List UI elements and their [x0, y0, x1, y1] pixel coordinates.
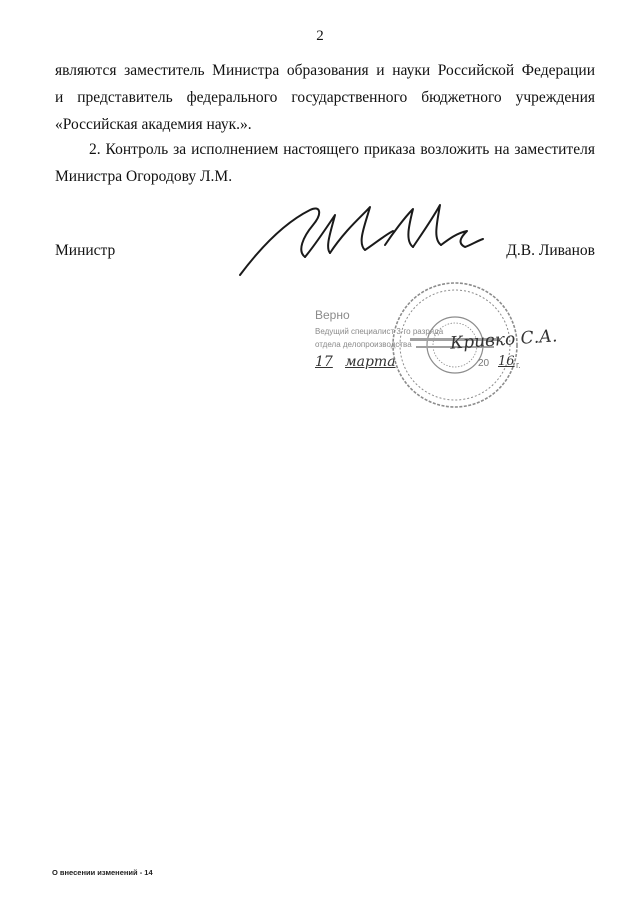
word: исполнением [191, 141, 279, 158]
certification-year-handwritten: 16 [498, 354, 515, 369]
word: Контроль [105, 141, 169, 158]
paragraph-2 [55, 136, 595, 190]
certification-date-month: марта [345, 354, 396, 370]
word: 2. [89, 141, 101, 158]
word: Федерации [521, 62, 595, 79]
certification-block [300, 280, 580, 410]
footer-reference: О внесении изменений - 14 [52, 868, 153, 877]
paragraph-1-line-2 [55, 84, 595, 111]
word: государственного [291, 89, 408, 106]
certification-handwritten-name: Кривко С.А. [449, 326, 558, 354]
word: заместителя [514, 141, 595, 158]
word: на [494, 141, 510, 158]
word: бюджетного [421, 89, 502, 106]
word: федерального [186, 89, 278, 106]
paragraph-1-line-3: «Российская академия наук.». [55, 116, 252, 133]
certification-position-line-2: отдела делопроизводства [315, 340, 412, 349]
paragraph-2-line-2: Министра Огородову Л.М. [55, 168, 233, 185]
word: заместитель [124, 62, 205, 79]
word: и [376, 62, 385, 79]
word: представитель [77, 89, 173, 106]
handwritten-signature [235, 195, 485, 280]
word: настоящего [283, 141, 359, 158]
word: за [173, 141, 187, 158]
certification-year-prefix: 20 [478, 358, 490, 369]
word: являются [55, 62, 117, 79]
certification-position-line-1: Ведущий специалист 3-го разряда [315, 327, 444, 336]
word: и [55, 89, 64, 106]
word: науки [392, 62, 431, 79]
word: образования [286, 62, 369, 79]
position-title: Министр [55, 242, 116, 259]
word: Российской [437, 62, 515, 79]
signer-name: Д.В. Ливанов [506, 242, 595, 259]
word: возложить [420, 141, 490, 158]
paragraph-2-line-1 [55, 136, 595, 163]
certification-year-suffix: г. [516, 360, 521, 370]
certification-verno: Верно [315, 308, 350, 322]
word: Министра [212, 62, 280, 79]
page-number: 2 [316, 28, 324, 44]
word: учреждения [515, 89, 595, 106]
paragraph-1 [55, 57, 595, 138]
paragraph-1-line-1 [55, 57, 595, 84]
word: приказа [363, 141, 416, 158]
certification-date-day: 17 [315, 354, 333, 370]
